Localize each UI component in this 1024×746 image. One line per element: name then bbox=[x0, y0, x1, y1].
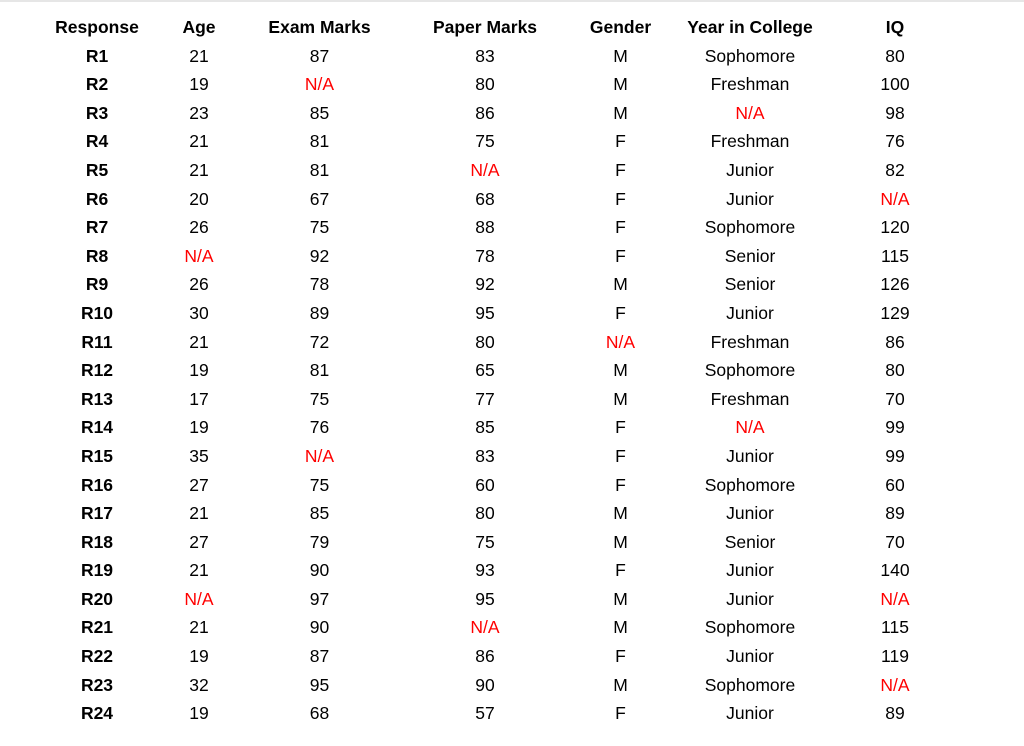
cell-age: 30 bbox=[189, 302, 209, 323]
cell-gender: F bbox=[615, 445, 626, 466]
table-row bbox=[38, 699, 958, 728]
cell-age: 21 bbox=[189, 131, 209, 152]
cell-exam-marks: 72 bbox=[309, 331, 330, 352]
cell-response: R19 bbox=[80, 560, 114, 581]
cell-gender: F bbox=[615, 302, 626, 323]
cell-age: 23 bbox=[189, 102, 209, 123]
cell-year-in-college: Senior bbox=[724, 531, 776, 552]
cell-response: R7 bbox=[85, 217, 109, 238]
cell-iq: 140 bbox=[880, 560, 910, 581]
table-header bbox=[38, 13, 958, 42]
cell-paper-marks: 90 bbox=[475, 674, 495, 695]
table-row bbox=[38, 385, 958, 414]
cell-year-in-college: Junior bbox=[726, 159, 774, 180]
table-row bbox=[38, 442, 958, 471]
table-row bbox=[38, 556, 958, 585]
cell-gender: M bbox=[613, 503, 628, 524]
cell-iq: 80 bbox=[885, 360, 905, 381]
cell-year-in-college: Junior bbox=[726, 503, 774, 524]
cell-exam-marks: 67 bbox=[309, 188, 330, 209]
cell-gender: M bbox=[613, 102, 628, 123]
cell-exam-marks: 89 bbox=[309, 302, 330, 323]
cell-gender: M bbox=[613, 274, 628, 295]
table-row bbox=[38, 213, 958, 242]
cell-age: 21 bbox=[189, 617, 209, 638]
cell-iq: 82 bbox=[885, 159, 905, 180]
cell-year-in-college: Sophomore bbox=[704, 617, 796, 638]
cell-year-in-college: Sophomore bbox=[704, 474, 796, 495]
cell-paper-marks: 95 bbox=[475, 302, 495, 323]
cell-paper-marks: 85 bbox=[475, 417, 495, 438]
cell-response: R6 bbox=[85, 188, 109, 209]
cell-age: 21 bbox=[189, 560, 209, 581]
cell-exam-marks: 76 bbox=[309, 417, 330, 438]
cell-gender: N/A bbox=[605, 331, 636, 352]
cell-paper-marks: 77 bbox=[475, 388, 495, 409]
cell-age: 26 bbox=[189, 274, 209, 295]
cell-paper-marks: 95 bbox=[475, 588, 495, 609]
cell-paper-marks: 78 bbox=[475, 245, 495, 266]
cell-response: R23 bbox=[80, 674, 114, 695]
cell-response: R1 bbox=[85, 45, 109, 66]
cell-year-in-college: Junior bbox=[726, 188, 774, 209]
cell-gender: M bbox=[613, 388, 628, 409]
cell-age: 21 bbox=[189, 159, 209, 180]
cell-age: 21 bbox=[189, 331, 209, 352]
table-row bbox=[38, 99, 958, 128]
cell-age: 19 bbox=[189, 74, 209, 95]
cell-year-in-college: Sophomore bbox=[704, 217, 796, 238]
cell-iq: 60 bbox=[885, 474, 905, 495]
cell-gender: F bbox=[615, 159, 626, 180]
cell-iq: 115 bbox=[881, 617, 909, 638]
table-row bbox=[38, 127, 958, 156]
cell-paper-marks: 75 bbox=[475, 131, 495, 152]
cell-response: R13 bbox=[80, 388, 114, 409]
cell-response: R18 bbox=[80, 531, 114, 552]
header-gender: Gender bbox=[589, 17, 652, 37]
cell-age: 20 bbox=[189, 188, 209, 209]
cell-year-in-college: Freshman bbox=[710, 388, 790, 409]
cell-iq: 98 bbox=[885, 102, 905, 123]
cell-gender: F bbox=[615, 188, 626, 209]
cell-iq: 120 bbox=[880, 217, 910, 238]
cell-gender: F bbox=[615, 131, 626, 152]
cell-age: 27 bbox=[189, 531, 209, 552]
cell-gender: M bbox=[613, 674, 628, 695]
cell-year-in-college: Sophomore bbox=[704, 45, 796, 66]
cell-response: R20 bbox=[80, 588, 114, 609]
cell-year-in-college: Junior bbox=[726, 646, 774, 667]
cell-exam-marks: 79 bbox=[309, 531, 330, 552]
cell-gender: F bbox=[615, 474, 626, 495]
cell-exam-marks: 75 bbox=[309, 388, 330, 409]
cell-exam-marks: N/A bbox=[304, 74, 335, 95]
cell-response: R2 bbox=[85, 74, 109, 95]
table-row bbox=[38, 499, 958, 528]
cell-year-in-college: Junior bbox=[726, 445, 774, 466]
cell-age: 17 bbox=[189, 388, 209, 409]
cell-iq: 86 bbox=[885, 331, 905, 352]
cell-year-in-college: Freshman bbox=[710, 331, 790, 352]
header-age: Age bbox=[182, 17, 216, 37]
cell-gender: F bbox=[615, 245, 626, 266]
table-row bbox=[38, 642, 958, 671]
cell-iq: 129 bbox=[880, 302, 910, 323]
cell-iq: 89 bbox=[885, 503, 905, 524]
cell-age: 26 bbox=[189, 217, 209, 238]
cell-age: 35 bbox=[189, 445, 209, 466]
cell-response: R15 bbox=[80, 445, 114, 466]
cell-gender: F bbox=[615, 217, 626, 238]
cell-paper-marks: 60 bbox=[475, 474, 495, 495]
cell-exam-marks: 75 bbox=[309, 474, 330, 495]
cell-response: R10 bbox=[80, 302, 114, 323]
cell-exam-marks: 87 bbox=[309, 646, 330, 667]
cell-age: 19 bbox=[189, 703, 209, 724]
survey-data-table bbox=[38, 13, 958, 728]
cell-exam-marks: 90 bbox=[309, 617, 330, 638]
cell-exam-marks: 81 bbox=[309, 159, 330, 180]
table-row bbox=[38, 471, 958, 500]
cell-gender: M bbox=[613, 531, 628, 552]
cell-age: 19 bbox=[189, 360, 209, 381]
cell-paper-marks: N/A bbox=[470, 617, 500, 638]
cell-age: N/A bbox=[184, 245, 214, 266]
cell-year-in-college: N/A bbox=[735, 417, 765, 438]
cell-response: R14 bbox=[80, 417, 114, 438]
cell-year-in-college: Junior bbox=[726, 560, 774, 581]
cell-iq: 100 bbox=[880, 74, 910, 95]
cell-response: R3 bbox=[85, 102, 109, 123]
cell-age: 19 bbox=[189, 646, 209, 667]
cell-paper-marks: 86 bbox=[475, 102, 495, 123]
cell-gender: F bbox=[615, 417, 626, 438]
cell-iq: 70 bbox=[885, 531, 905, 552]
cell-response: R21 bbox=[80, 617, 114, 638]
header-response: Response bbox=[55, 17, 139, 37]
cell-year-in-college: Freshman bbox=[710, 74, 790, 95]
cell-response: R16 bbox=[80, 474, 114, 495]
header-paper-marks: Paper Marks bbox=[432, 17, 538, 37]
cell-iq: 99 bbox=[885, 417, 905, 438]
cell-response: R8 bbox=[85, 245, 109, 266]
cell-gender: F bbox=[615, 560, 626, 581]
cell-year-in-college: Freshman bbox=[710, 131, 790, 152]
cell-iq: N/A bbox=[880, 674, 910, 695]
table-row bbox=[38, 413, 958, 442]
cell-exam-marks: N/A bbox=[304, 445, 335, 466]
page-top-rule bbox=[0, 0, 1024, 2]
cell-response: R5 bbox=[85, 159, 109, 180]
cell-paper-marks: 75 bbox=[475, 531, 495, 552]
cell-exam-marks: 85 bbox=[309, 503, 330, 524]
cell-iq: 99 bbox=[885, 445, 905, 466]
cell-iq: 126 bbox=[880, 274, 910, 295]
table-row bbox=[38, 270, 958, 299]
cell-exam-marks: 90 bbox=[309, 560, 330, 581]
cell-paper-marks: N/A bbox=[470, 159, 500, 180]
cell-age: 21 bbox=[189, 503, 209, 524]
cell-iq: N/A bbox=[880, 588, 910, 609]
cell-response: R4 bbox=[85, 131, 109, 152]
cell-iq: 119 bbox=[881, 646, 909, 667]
cell-gender: M bbox=[613, 45, 628, 66]
cell-paper-marks: 68 bbox=[475, 188, 495, 209]
cell-exam-marks: 78 bbox=[309, 274, 330, 295]
cell-year-in-college: Junior bbox=[726, 703, 774, 724]
table-body bbox=[38, 42, 958, 728]
cell-exam-marks: 68 bbox=[309, 703, 330, 724]
cell-paper-marks: 92 bbox=[475, 274, 495, 295]
cell-exam-marks: 95 bbox=[309, 674, 330, 695]
cell-gender: M bbox=[613, 360, 628, 381]
cell-gender: M bbox=[613, 74, 628, 95]
cell-paper-marks: 88 bbox=[475, 217, 495, 238]
cell-paper-marks: 57 bbox=[475, 703, 495, 724]
cell-age: 32 bbox=[189, 674, 209, 695]
table-row bbox=[38, 328, 958, 357]
cell-exam-marks: 81 bbox=[309, 131, 330, 152]
table-row bbox=[38, 356, 958, 385]
table-row bbox=[38, 156, 958, 185]
table-row bbox=[38, 242, 958, 271]
cell-age: 21 bbox=[189, 45, 209, 66]
cell-year-in-college: Senior bbox=[724, 274, 776, 295]
table-row bbox=[38, 671, 958, 700]
cell-gender: M bbox=[613, 588, 628, 609]
cell-gender: F bbox=[615, 703, 626, 724]
table-row bbox=[38, 528, 958, 557]
table-row bbox=[38, 585, 958, 614]
cell-exam-marks: 75 bbox=[309, 217, 330, 238]
cell-paper-marks: 83 bbox=[475, 45, 495, 66]
header-iq: IQ bbox=[885, 17, 905, 37]
cell-iq: N/A bbox=[880, 188, 910, 209]
cell-exam-marks: 97 bbox=[309, 588, 330, 609]
cell-paper-marks: 80 bbox=[475, 331, 495, 352]
cell-response: R11 bbox=[81, 331, 113, 352]
cell-response: R17 bbox=[80, 503, 114, 524]
cell-year-in-college: Sophomore bbox=[704, 674, 796, 695]
header-row bbox=[38, 13, 958, 42]
cell-exam-marks: 85 bbox=[309, 102, 330, 123]
cell-response: R12 bbox=[80, 360, 114, 381]
cell-iq: 70 bbox=[885, 388, 905, 409]
cell-paper-marks: 93 bbox=[475, 560, 495, 581]
cell-exam-marks: 92 bbox=[309, 245, 330, 266]
cell-paper-marks: 86 bbox=[475, 646, 495, 667]
table-row bbox=[38, 185, 958, 214]
cell-iq: 115 bbox=[881, 245, 909, 266]
cell-age: 19 bbox=[189, 417, 209, 438]
cell-exam-marks: 87 bbox=[309, 45, 330, 66]
cell-iq: 80 bbox=[885, 45, 905, 66]
cell-iq: 76 bbox=[885, 131, 905, 152]
cell-year-in-college: N/A bbox=[735, 102, 765, 123]
table-row bbox=[38, 70, 958, 99]
header-exam-marks: Exam Marks bbox=[268, 17, 371, 37]
cell-age: 27 bbox=[189, 474, 209, 495]
cell-year-in-college: Sophomore bbox=[704, 360, 796, 381]
cell-response: R24 bbox=[80, 703, 114, 724]
cell-gender: M bbox=[613, 617, 628, 638]
cell-iq: 89 bbox=[885, 703, 905, 724]
cell-paper-marks: 83 bbox=[475, 445, 495, 466]
cell-age: N/A bbox=[184, 588, 214, 609]
cell-exam-marks: 81 bbox=[309, 360, 330, 381]
table-row bbox=[38, 42, 958, 71]
cell-year-in-college: Senior bbox=[724, 245, 776, 266]
table-row bbox=[38, 613, 958, 642]
cell-response: R22 bbox=[80, 646, 114, 667]
cell-year-in-college: Junior bbox=[726, 588, 774, 609]
cell-paper-marks: 80 bbox=[475, 74, 495, 95]
header-year-in-college: Year in College bbox=[687, 17, 813, 37]
cell-year-in-college: Junior bbox=[726, 302, 774, 323]
cell-paper-marks: 65 bbox=[475, 360, 495, 381]
cell-response: R9 bbox=[85, 274, 109, 295]
cell-paper-marks: 80 bbox=[475, 503, 495, 524]
cell-gender: F bbox=[615, 646, 626, 667]
table-row bbox=[38, 299, 958, 328]
